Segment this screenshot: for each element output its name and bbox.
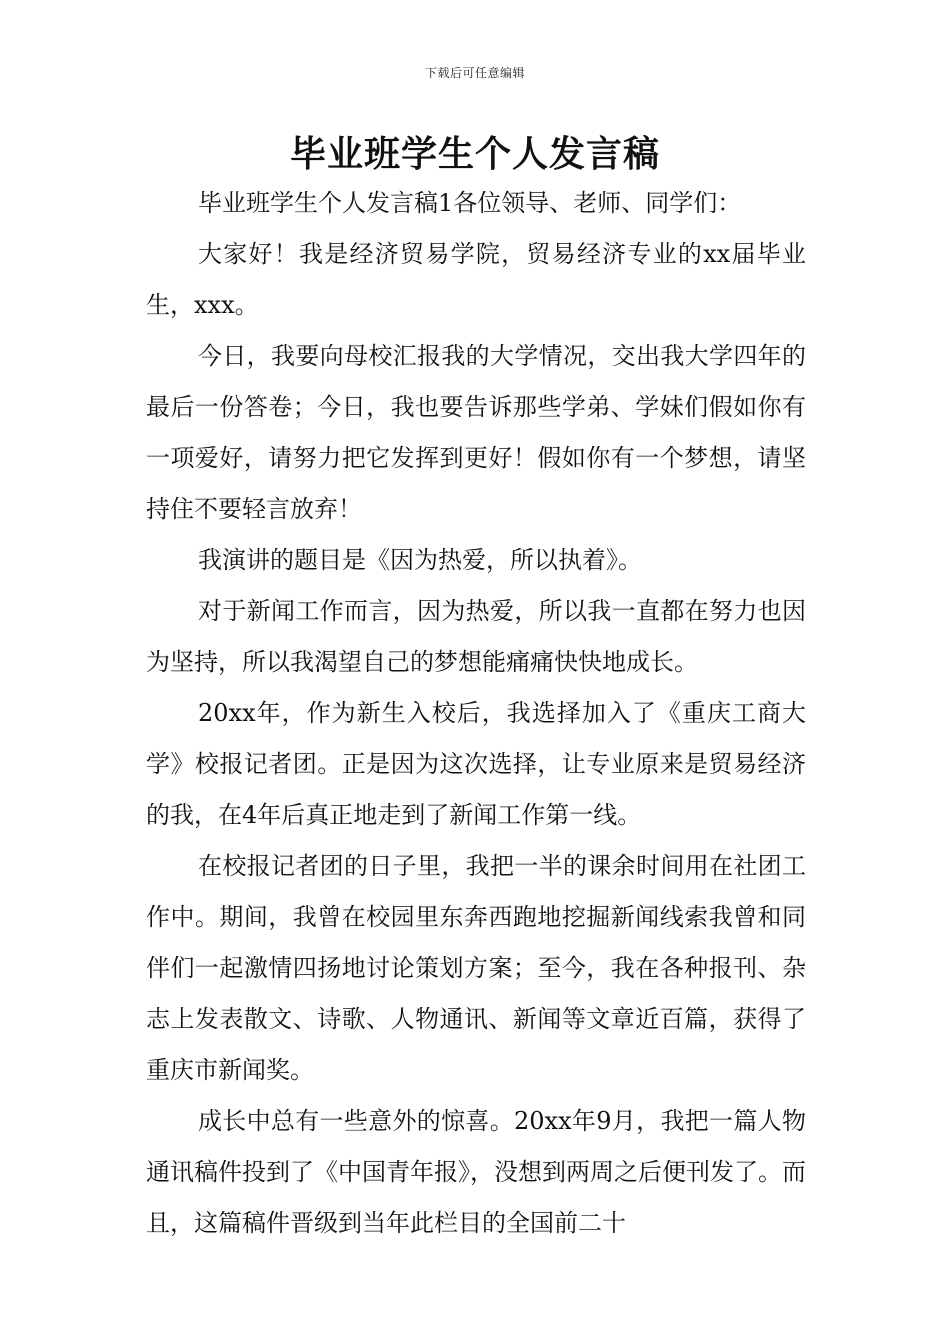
paragraph-4: 我演讲的题目是《因为热爱，所以执着》。 [198, 546, 642, 574]
document-title: 毕业班学生个人发言稿 [289, 134, 660, 175]
paragraph-7: 在校报记者团的日子里，我把一半的课余时间用在社团工作中。期间，我曾在校园里东奔西跑地挖掘新闻线索我曾和同伴们一起激情四扬地讨论策划方案；至今，我在各种报刊、杂志上发表散文、诗歌、人物通讯、新闻等文章近百篇，获得了重庆市新闻奖。 [146, 852, 806, 1084]
paragraph-2: 大家好！我是经济贸易学院，贸易经济专业的xx届毕业生，xxx。 [146, 240, 806, 319]
paragraph-5: 对于新闻工作而言，因为热爱，所以我一直都在努力也因为坚持，所以我渴望自己的梦想能痛痛快快地成长。 [146, 597, 806, 676]
header-note: 下载后可任意编辑 [424, 66, 525, 80]
document-body [146, 178, 806, 1249]
paragraph-8: 成长中总有一些意外的惊喜。20xx年9月，我把一篇人物通讯稿件投到了《中国青年报》，没想到两周之后便刊发了。而且，这篇稿件晋级到当年此栏目的全国前二十 [146, 1107, 806, 1237]
paragraph-6: 20xx年，作为新生入校后，我选择加入了《重庆工商大学》校报记者团。正是因为这次选择，让专业原来是贸易经济的我，在4年后真正地走到了新闻工作第一线。 [146, 699, 806, 829]
paragraph-1: 毕业班学生个人发言稿1各位领导、老师、同学们： [198, 189, 742, 217]
paragraph-3: 今日，我要向母校汇报我的大学情况，交出我大学四年的最后一份答卷；今日，我也要告诉那些学弟、学妹们假如你有一项爱好，请努力把它发挥到更好！假如你有一个梦想，请坚持住不要轻言放弃！ [146, 342, 806, 523]
